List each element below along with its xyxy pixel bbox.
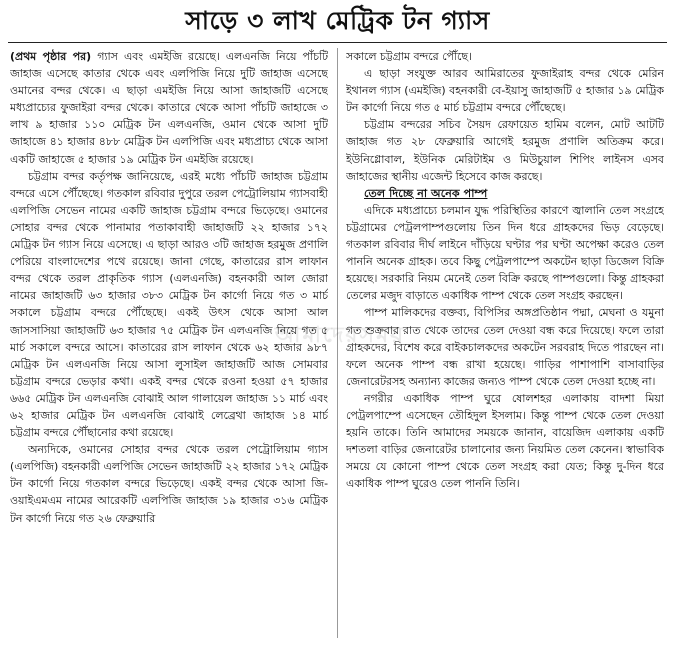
paragraph: সকালে চট্টগ্রাম বন্দরে পৌঁছে। <box>346 50 472 63</box>
paragraph: এদিকে মধ্যপ্রাচ্যে চলমান যুদ্ধ পরিস্থিতির কারণে জ্বালানি তেল সংগ্রহে চট্টগ্রামের পেট্রলপাম্পগুলোয় তিন দিন ধরে গ্রাহকদের ভিড় বেড়েছে। গতকাল রবিবার দীর্ঘ লাইনে দাঁড়িয়ে ঘণ্টার পর ঘণ্টা অপেক্ষা করেও তেল পাননি অনেক গ্রাহক। তবে কিছু পেট্রলপাম্পে অকটেন ছাড়া ডিজেল বিক্রি হয়েছে। সরকারি নিয়ম মেনেই তেল বিক্রি করছে পাম্পগুলো। কিন্তু গ্রাহকরা তেলের মজুদ বাড়াতে একাধিক পাম্প থেকে তেল সংগ্রহ করছেন। <box>346 203 664 303</box>
paragraph: অন্যদিকে, ওমানের সোহার বন্দর থেকে তরল পেট্রোলিয়াম গ্যাস (এলপিজি) বহনকারী এলপিজি সেভেন জাহাজটি ২২ হাজার ১৭২ মেট্রিক টন কার্গো নিয়ে গতকাল বন্দরে ভিড়েছে। একই বন্দর থেকে আসা জি-ওয়াইএমএম নামের আরেকটি এলপিজি জাহাজ ১৯ হাজার ৩১৬ মেট্রিক টন কার্গো নিয়ে গত ২৬ ফেব্রুয়ারি <box>10 443 328 525</box>
right-column <box>346 48 664 644</box>
subheading: তেল দিচ্ছে না অনেক পাম্প <box>364 186 488 200</box>
paragraph <box>10 48 328 168</box>
paragraph: নগরীর একাধিক পাম্প ঘুরে ষোলশহর এলাকায় বাদশা মিয়া পেট্রলপাম্পে এসেছেন তৌহিদুল ইসলাম। কিন্তু পাম্প থেকে তেল দেওয়া হয়নি তাকে। তিনি আমাদের সময়কে জানান, বায়েজিদ এলাকায় একটি দশতলা বাড়ির জেনারেটর চালানোর জন্য নিয়মিত তেল কেনেন। স্বাভাবিক সময়ে যে কোনো পাম্প থেকে তেল সংগ্রহ করা যেত; কিন্তু দু-দিন ধরে একাধিক পাম্প ঘুরেও তেল পাননি তিনি। <box>346 391 664 491</box>
paragraph-text: গ্যাস এবং এমইজি রয়েছে। এলএনজি নিয়ে পাঁচটি জাহাজ এসেছে কাতার থেকে এবং এলপিজি নিয়ে দুটি জাহাজ এসেছে ওমানের বন্দর থেকে। এ ছাড়া এমইজি নিয়ে আসা জাহাজটি এসেছে মধ্যপ্রাচ্যের ফুজাইরা বন্দর থেকে। কাতারে থেকে আসা পাঁচটি জাহাজে ৩ লাখ ৯ হাজার ১১০ মেট্রিক টন এলএনজি, ওমান থেকে আসা দুটি জাহাজে ৪১ হাজার ৪৮৮ মেট্রিক টন এলপিজি এবং মধ্যপ্রাচ্য থেকে আসা একটি জাহাজে ৫ হাজার ১৯ মেট্রিক টন এমইজি রয়েছে। <box>10 50 328 166</box>
headline: সাড়ে ৩ লাখ মেট্রিক টন গ্যাস <box>185 6 490 35</box>
left-column <box>10 48 328 644</box>
paragraph: পাম্প মালিকদের বক্তব্য, বিপিসির অঙ্গপ্রতিষ্ঠান পদ্মা, মেঘনা ও যমুনা গত শুক্রবার রাত থেকে তাদের তেল দেওয়া বন্ধ করে দিয়েছে। ফলে তারা গ্রাহকদের, বিশেষ করে বাইকচালকদের অকটেন সরবরাহ দিতে পারছেন না। ফলে অনেক পাম্প বন্ধ রাখা হয়েছে। গাড়ির পাশাপাশি বাসাবাড়ির জেনারেটরসহ অন্যান্য কাজের জন্যও পাম্প থেকে তেল দেওয়া হচ্ছে না। <box>346 306 664 388</box>
paragraph: এ ছাড়া সংযুক্ত আরব আমিরাতের ফুজাইরাহ বন্দর থেকে মেরিন ইথানল গ্যাস (এমইজি) বহনকারী বে-ইয়াসু জাহাজটি ৫ হাজার ১৯ মেট্রিক টন কার্গো নিয়ে গত ৫ মার্চ চট্টগ্রাম বন্দরে পৌঁছেছে। <box>346 67 664 115</box>
continuation-tag: (প্রথম পৃষ্ঠার পর) <box>10 50 92 63</box>
paragraph: চট্টগ্রাম বন্দরের সচিব সৈয়দ রেফায়েত হামিম বলেন, মোট আটটি জাহাজ গত ২৮ ফেব্রুয়ারি আগেই হরমুজ প্রণালি অতিক্রম করে। ইউনিগ্লোবাল, ইউনিক মেরিটাইম ও মিউচুয়াল শিপিং লাইনস এসব জাহাজের স্থানীয় এজেন্ট হিসেবে কাজ করছে। <box>346 118 664 183</box>
paragraph: চট্টগ্রাম বন্দর কর্তৃপক্ষ জানিয়েছে, এরই মধ্যে পাঁচটি জাহাজ চট্টগ্রাম বন্দরে এসে পৌঁছেছে। গতকাল রবিবার দুপুরে তরল পেট্রোলিয়াম গ্যাসবাহী এলপিজি সেভেন নামের একটি জাহাজ চট্টগ্রাম বন্দরে ভিড়েছে। ওমানের সোহার বন্দর থেকে পানামার পতাকাবাহী জাহাজটি ২২ হাজার ১৭২ মেট্রিক টন গ্যাস নিয়ে এসেছে। এ ছাড়া আরও ৩টি জাহাজ হরমুজ প্রণালি পেরিয়ে বাংলাদেশের পথে রয়েছে। জানা গেছে, কাতারের রাস লাফান বন্দর থেকে তরল প্রাকৃতিক গ্যাস (এলএনজি) বহনকারী আল জোরা নামের জাহাজটি ৬৩ হাজার ৩৮৩ মেট্রিক টন কার্গো নিয়ে গত ৩ মার্চ সকালে চট্টগ্রাম বন্দরে পৌঁছেছে। একই উৎস থেকে আসা আল জাসসাসিয়া জাহাজটি ৬৩ হাজার ৭৫ মেট্রিক টন এলএনজি নিয়ে গত ৫ মার্চ সকালে বন্দরে আসে। কাতারের রাস লাফান থেকে ৬২ হাজার ৯৮৭ মেট্রিক টন এলএনজি নিয়ে আসা লুসাইল জাহাজটি আজ সোমবার চট্টগ্রাম বন্দরে ভেড়ার কথা। একই বন্দর থেকে রওনা হওয়া ৫৭ হাজার ৬৬৫ মেট্রিক টন এলএনজি বোঝাই আল গালায়েল জাহাজ ১১ মার্চ এবং ৬২ হাজার মেট্রিক টন এলএনজি বোঝাই লেব্রেথা জাহাজ ১৪ মার্চ চট্টগ্রাম বন্দরে পৌঁছানোর কথা রয়েছে। <box>10 169 328 440</box>
headline-rule <box>8 42 667 43</box>
column-divider <box>337 48 338 638</box>
watermark-logo: আমাদেরসময় <box>274 323 406 348</box>
